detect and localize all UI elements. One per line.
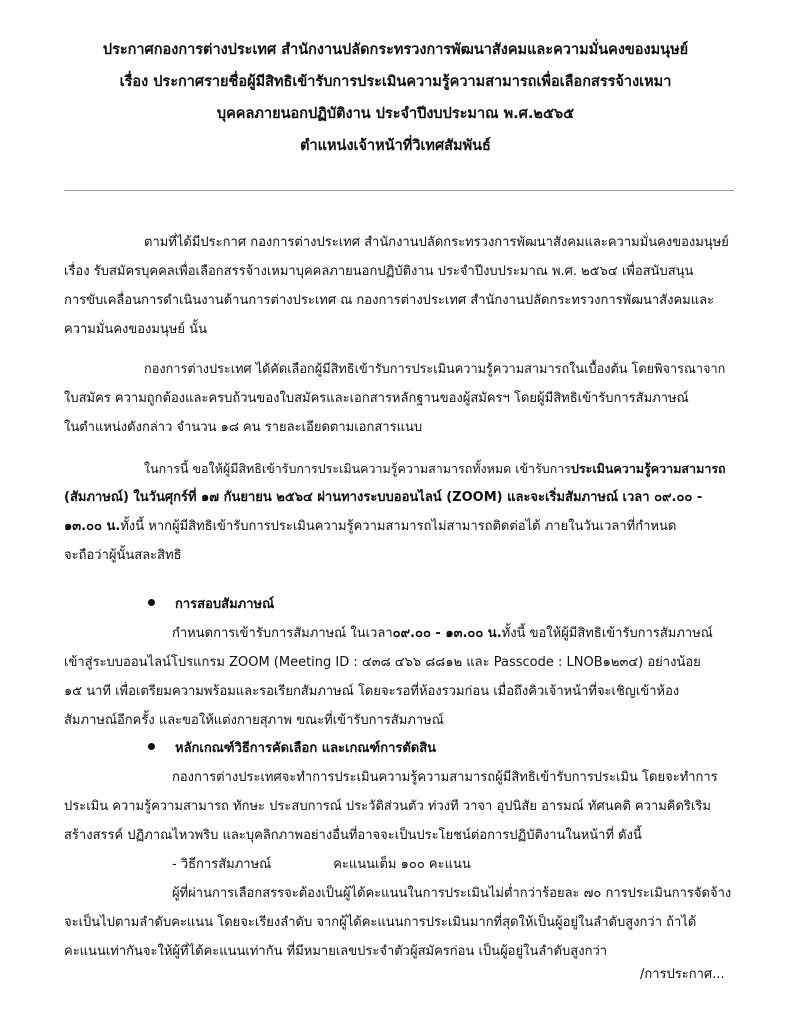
title-line-4: ตำแหน่งเจ้าหน้าที่วิเทศสัมพันธ์ [300, 138, 491, 154]
text: กองการต่างประเทศจะทำการประเมินความรู้ความสามารถผู้มีสิทธิเข้ารับการประเมิน โดยจะทำการ [172, 770, 718, 785]
paragraph-line [64, 619, 734, 648]
paragraph-line [64, 937, 734, 966]
paragraph-line [64, 483, 734, 512]
paragraph-line [64, 355, 734, 384]
text: ตามที่ได้มีประกาศ กองการต่างประเทศ สำนักงานปลัดกระทรวงการพัฒนาสังคมและความมั่นคงของมนุษย์ [144, 235, 729, 250]
bullet-icon [148, 599, 155, 606]
title-line-1: ประกาศกองการต่างประเทศ สำนักงานปลัดกระทรวงการพัฒนาสังคมและความมั่นคงของมนุษย์ [102, 42, 689, 58]
text: เข้าสู่ระบบออนไลน์โปรแกรม ZOOM (Meeting ID : ๔๓๘ ๔๖๖ ๘๘๑๒ และ Passcode : LNOB๑๒๓๔) อย่างน้อย [64, 655, 701, 670]
text: จะเป็นไปตามลำดับคะแนน โดยจะเรียงลำดับ จากผู้ได้คะแนนการประเมินมากที่สุดให้เป็นผู้อยู่ในลำดับสูงกว่า ถ้าได้ [64, 915, 697, 930]
paragraph-1 [64, 228, 734, 344]
criteria-conclusion [64, 879, 734, 966]
emphasis-text: ประเมินความรู้ความสามารถ [571, 461, 726, 476]
text: ใบสมัคร ความถูกต้องและครบถ้วนของใบสมัครและเอกสารหลักฐานของผู้สมัครฯ โดยผู้มีสิทธิเข้ารับการสัมภาษณ์ [64, 391, 689, 406]
heading-text: การสอบสัมภาษณ์ [175, 597, 275, 612]
announcement-title [60, 34, 731, 162]
text: ทั้งนี้ หากผู้มีสิทธิเข้ารับการประเมินความรู้ความสามารถไม่สามารถติดต่อได้ ภายในวันเวลาที่กำหนด [120, 519, 677, 534]
emphasis-text: (สัมภาษณ์) ในวันศุกร์ที่ ๑๗ กันยายน ๒๕๖๔ ผ่านทางระบบออนไลน์ (ZOOM) และจะเริ่มสัมภาษณ์ เวลา ๐๙.๐๐ - [64, 490, 703, 505]
text: จะถือว่าผู้นั้นสละสิทธิ [64, 548, 182, 563]
paragraph-line [64, 879, 734, 908]
paragraph-line [64, 541, 734, 570]
text: คะแนนเท่ากันจะให้ผู้ที่ได้คะแนนเท่ากัน ที่มีหมายเลขประจำตัวผู้สมัครก่อน เป็นผู้อยู่ในลำดับสูงกว่า [64, 944, 608, 959]
section-heading-criteria [148, 734, 436, 763]
text: ประเมิน ความรู้ความสามารถ ทักษะ ประสบการณ์ ประวัติส่วนตัว ท่วงที วาจา อุปนิสัย อารมณ์ ทัศนคติ ความคิดริเริม [64, 799, 711, 814]
text: การขับเคลื่อนการดำเนินงานด้านการต่างประเทศ ณ กองการต่างประเทศ สำนักงานปลัดกระทรวงการพัฒนาสังคมและ [64, 293, 715, 308]
paragraph-line [64, 763, 734, 792]
paragraph-line [64, 228, 734, 257]
divider [64, 190, 734, 191]
score-row [172, 850, 471, 879]
paragraph-line [64, 677, 734, 706]
emphasis-text: ๐๙.๐๐ - ๑๓.๐๐ น. [392, 626, 502, 641]
text: ในการนี้ ขอให้ผู้มีสิทธิเข้ารับการประเมินความรู้ความสามารถทั้งหมด เข้ารับการ [144, 461, 572, 476]
paragraph-line [64, 454, 734, 483]
heading-text: หลักเกณฑ์วิธีการคัดเลือก และเกณฑ์การตัดสิน [175, 741, 437, 756]
paragraph-line [64, 315, 734, 344]
paragraph-line [64, 413, 734, 442]
method-score: คะแนนเต็ม ๑๐๐ คะแนน [333, 857, 471, 872]
paragraph-line [64, 257, 734, 286]
title-line-2: เรื่อง ประกาศรายชื่อผู้มีสิทธิเข้ารับการประเมินความรู้ความสามารถเพื่อเลือกสรรจ้างเหมา [119, 74, 672, 90]
paragraph-3 [64, 454, 734, 570]
paragraph-line [64, 706, 734, 735]
text: ความมั่นคงของมนุษย์ นั้น [64, 322, 207, 337]
section-heading-interview [148, 590, 274, 619]
text: ในตำแหน่งดังกล่าว จำนวน ๑๘ คน รายละเอียดตามเอกสารแนบ [64, 420, 423, 435]
text: ทั้งนี้ ขอให้ผู้มีสิทธิเข้ารับการสัมภาษณ์ [501, 626, 713, 641]
text: สร้างสรรค์ ปฏิภาณไหวพริบ และบุคลิกภาพอย่างอื่นที่อาจจะเป็นประโยชน์ต่อการปฏิบัติงานในหน้าที่ ดังนี้ [64, 828, 642, 843]
text: เรื่อง รับสมัครบุคคลเพื่อเลือกสรรจ้างเหมาบุคคลภายนอกปฏิบัติงาน ประจำปีงบประมาณ พ.ศ. ๒๕๖๔ เพื่อสนับสนุน [64, 264, 694, 279]
method-label: - วิธีการสัมภาษณ์ [172, 857, 272, 872]
title-line-3: บุคคลภายนอกปฏิบัติงาน ประจำปีงบประมาณ พ.ศ.๒๕๖๕ [216, 106, 575, 122]
interview-details [64, 619, 734, 735]
emphasis-text: ๑๓.๐๐ น. [64, 519, 121, 534]
paragraph-line [64, 821, 734, 850]
text: สัมภาษณ์อีกครั้ง และขอให้แต่งกายสุภาพ ขณะที่เข้ารับการสัมภาษณ์ [64, 713, 444, 728]
text: ผู้ที่ผ่านการเลือกสรรจะต้องเป็นผู้ได้คะแนนในการประเมินไม่ต่ำกว่าร้อยละ ๗๐ การประเมินการจัดจ้าง [172, 886, 732, 901]
paragraph-line [64, 286, 734, 315]
continuation-marker: /การประกาศ... [640, 967, 725, 982]
text: กองการต่างประเทศ ได้คัดเลือกผู้มีสิทธิเข้ารับการประเมินความรู้ความสามารถในเบื้องต้น โดยพิจารณาจาก [144, 362, 726, 377]
criteria-details [64, 763, 734, 850]
paragraph-line [64, 908, 734, 937]
paragraph-line [64, 512, 734, 541]
paragraph-2 [64, 355, 734, 442]
paragraph-line [64, 792, 734, 821]
paragraph-line [64, 384, 734, 413]
text: ๑๕ นาที เพื่อเตรียมความพร้อมและรอเรียกสัมภาษณ์ โดยจะรอที่ห้องรวมก่อน เมื่อถึงคิวเจ้าหน้าที่จะเชิญเข้าห้อง [64, 684, 680, 699]
bullet-icon [148, 743, 155, 750]
paragraph-line [64, 648, 734, 677]
text: กำหนดการเข้ารับการสัมภาษณ์ ในเวลา [172, 626, 393, 641]
